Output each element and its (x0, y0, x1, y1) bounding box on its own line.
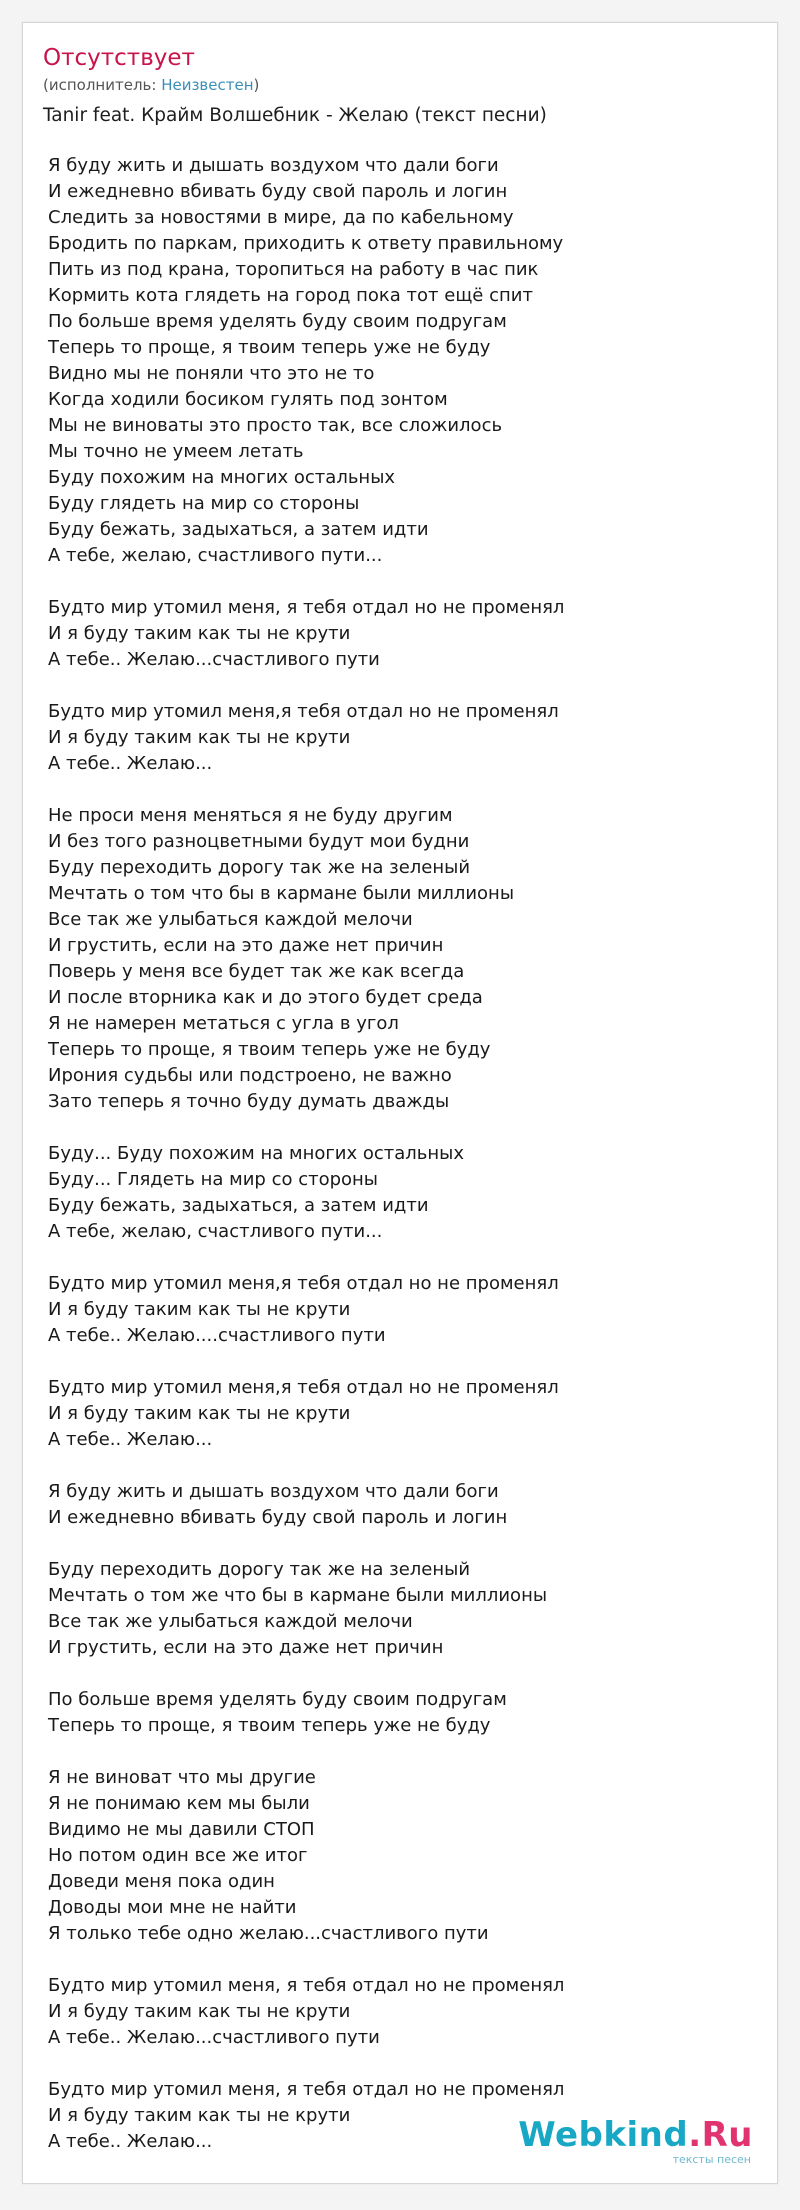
lyrics-line: Но потом один все же итог (48, 1845, 308, 1866)
lyrics-blank-line (48, 1661, 748, 1687)
lyrics-line: Бродить по паркам, приходить к ответу правильному (48, 233, 564, 254)
lyrics-line: Все так же улыбаться каждой мелочи (48, 1611, 413, 1632)
lyrics-line: Будто мир утомил меня,я тебя отдал но не променял (48, 1273, 559, 1294)
lyrics-line: И грустить, если на это даже нет причин (48, 935, 444, 956)
lyrics-line: А тебе.. Желаю... (48, 753, 213, 774)
lyrics-blank-line (48, 1245, 748, 1271)
lyrics-line: А тебе.. Желаю... (48, 1429, 213, 1450)
lyrics-line: Будто мир утомил меня,я тебя отдал но не променял (48, 1377, 559, 1398)
performer-suffix: ) (253, 76, 260, 94)
performer-line (43, 75, 259, 95)
lyrics-line: И я буду таким как ты не крути (48, 1403, 351, 1424)
logo-name: Webkind (518, 2115, 689, 2155)
lyrics-line: Я только тебе одно желаю...счастливого пути (48, 1923, 489, 1944)
lyrics-line: Следить за новостями в мире, да по кабельному (48, 207, 514, 228)
lyrics-line: Буду... Буду похожим на многих остальных (48, 1143, 465, 1164)
lyrics-blank-line (48, 1531, 748, 1557)
lyrics-line: Когда ходили босиком гулять под зонтом (48, 389, 448, 410)
lyrics-line: Будто мир утомил меня, я тебя отдал но не променял (48, 597, 565, 618)
lyrics-line: И я буду таким как ты не крути (48, 1299, 351, 1320)
lyrics-line: Буду бежать, задыхаться, а затем идти (48, 519, 429, 540)
lyrics-card (22, 22, 778, 2184)
lyrics-line: Доводы мои мне не найти (48, 1897, 297, 1918)
performer-prefix: (исполнитель: (43, 76, 162, 94)
lyrics-line: А тебе, желаю, счастливого пути... (48, 545, 383, 566)
lyrics-line: Видно мы не поняли что это не то (48, 363, 375, 384)
lyrics-line: А тебе.. Желаю...счастливого пути (48, 649, 380, 670)
lyrics-line: Будто мир утомил меня, я тебя отдал но не променял (48, 2079, 565, 2100)
performer-link[interactable]: Неизвестен (161, 76, 254, 94)
logo-tld: .Ru (688, 2115, 753, 2155)
logo-tagline: тексты песен (672, 2153, 751, 2166)
lyrics-line: Я не понимаю кем мы были (48, 1793, 310, 1814)
lyrics-line: Я буду жить и дышать воздухом что дали боги (48, 1481, 499, 1502)
lyrics-blank-line (48, 1739, 748, 1765)
lyrics-line: А тебе.. Желаю... (48, 2131, 213, 2152)
lyrics-blank-line (48, 2051, 748, 2077)
lyrics-line: И я буду таким как ты не крути (48, 623, 351, 644)
lyrics-line: Буду... Глядеть на мир со стороны (48, 1169, 379, 1190)
page-title: Отсутствует (43, 45, 195, 71)
lyrics-line: Не проси меня меняться я не буду другим (48, 805, 453, 826)
lyrics-line: А тебе, желаю, счастливого пути... (48, 1221, 383, 1242)
lyrics-text (48, 153, 748, 2155)
lyrics-line: Мечтать о том что бы в кармане были миллионы (48, 883, 515, 904)
lyrics-line: И я буду таким как ты не крути (48, 2001, 351, 2022)
lyrics-line: Буду переходить дорогу так же на зеленый (48, 1559, 471, 1580)
lyrics-blank-line (48, 569, 748, 595)
lyrics-line: По больше время уделять буду своим подругам (48, 1689, 507, 1710)
lyrics-blank-line (48, 1453, 748, 1479)
lyrics-line: Ирония судьбы или подстроено, не важно (48, 1065, 452, 1086)
lyrics-line: Буду бежать, задыхаться, а затем идти (48, 1195, 429, 1216)
lyrics-line: Мы не виноваты это просто так, все сложилось (48, 415, 503, 436)
lyrics-line: Мечтать о том же что бы в кармане были миллионы (48, 1585, 548, 1606)
lyrics-blank-line (48, 1115, 748, 1141)
lyrics-line: Я не виноват что мы другие (48, 1767, 316, 1788)
lyrics-line: Я буду жить и дышать воздухом что дали боги (48, 155, 499, 176)
lyrics-line: Будто мир утомил меня,я тебя отдал но не променял (48, 701, 559, 722)
lyrics-line: Мы точно не умеем летать (48, 441, 304, 462)
lyrics-line: И я буду таким как ты не крути (48, 2105, 351, 2126)
lyrics-line: Поверь у меня все будет так же как всегда (48, 961, 465, 982)
lyrics-line: Кормить кота глядеть на город пока тот ещё спит (48, 285, 533, 306)
lyrics-blank-line (48, 777, 748, 803)
lyrics-line: Видимо не мы давили СТОП (48, 1819, 315, 1840)
lyrics-line: Буду переходить дорогу так же на зеленый (48, 857, 471, 878)
lyrics-blank-line (48, 1947, 748, 1973)
lyrics-line: А тебе.. Желаю....счастливого пути (48, 1325, 386, 1346)
lyrics-line: Я не намерен метаться с угла в угол (48, 1013, 399, 1034)
lyrics-blank-line (48, 1349, 748, 1375)
lyrics-line: Теперь то проще, я твоим теперь уже не буду (48, 337, 491, 358)
logo-wordmark (518, 2115, 753, 2155)
lyrics-line: Будто мир утомил меня, я тебя отдал но не променял (48, 1975, 565, 1996)
song-heading: Tanir feat. Крайм Волшебник - Желаю (текст песни) (43, 105, 547, 126)
lyrics-line: Доведи меня пока один (48, 1871, 275, 1892)
lyrics-line: И ежедневно вбивать буду свой пароль и логин (48, 1507, 508, 1528)
lyrics-line: Все так же улыбаться каждой мелочи (48, 909, 413, 930)
lyrics-line: Пить из под крана, торопиться на работу в час пик (48, 259, 539, 280)
lyrics-line: По больше время уделять буду своим подругам (48, 311, 507, 332)
lyrics-line: Буду глядеть на мир со стороны (48, 493, 360, 514)
lyrics-line: Зато теперь я точно буду думать дважды (48, 1091, 450, 1112)
lyrics-line: И грустить, если на это даже нет причин (48, 1637, 444, 1658)
lyrics-line: Теперь то проще, я твоим теперь уже не буду (48, 1039, 491, 1060)
lyrics-line: И без того разноцветными будут мои будни (48, 831, 470, 852)
lyrics-line: А тебе.. Желаю...счастливого пути (48, 2027, 380, 2048)
lyrics-line: И я буду таким как ты не крути (48, 727, 351, 748)
lyrics-line: Буду похожим на многих остальных (48, 467, 396, 488)
lyrics-line: Теперь то проще, я твоим теперь уже не буду (48, 1715, 491, 1736)
lyrics-line: И после вторника как и до этого будет среда (48, 987, 483, 1008)
lyrics-line: И ежедневно вбивать буду свой пароль и логин (48, 181, 508, 202)
webkind-logo[interactable] (518, 2115, 753, 2166)
lyrics-blank-line (48, 673, 748, 699)
